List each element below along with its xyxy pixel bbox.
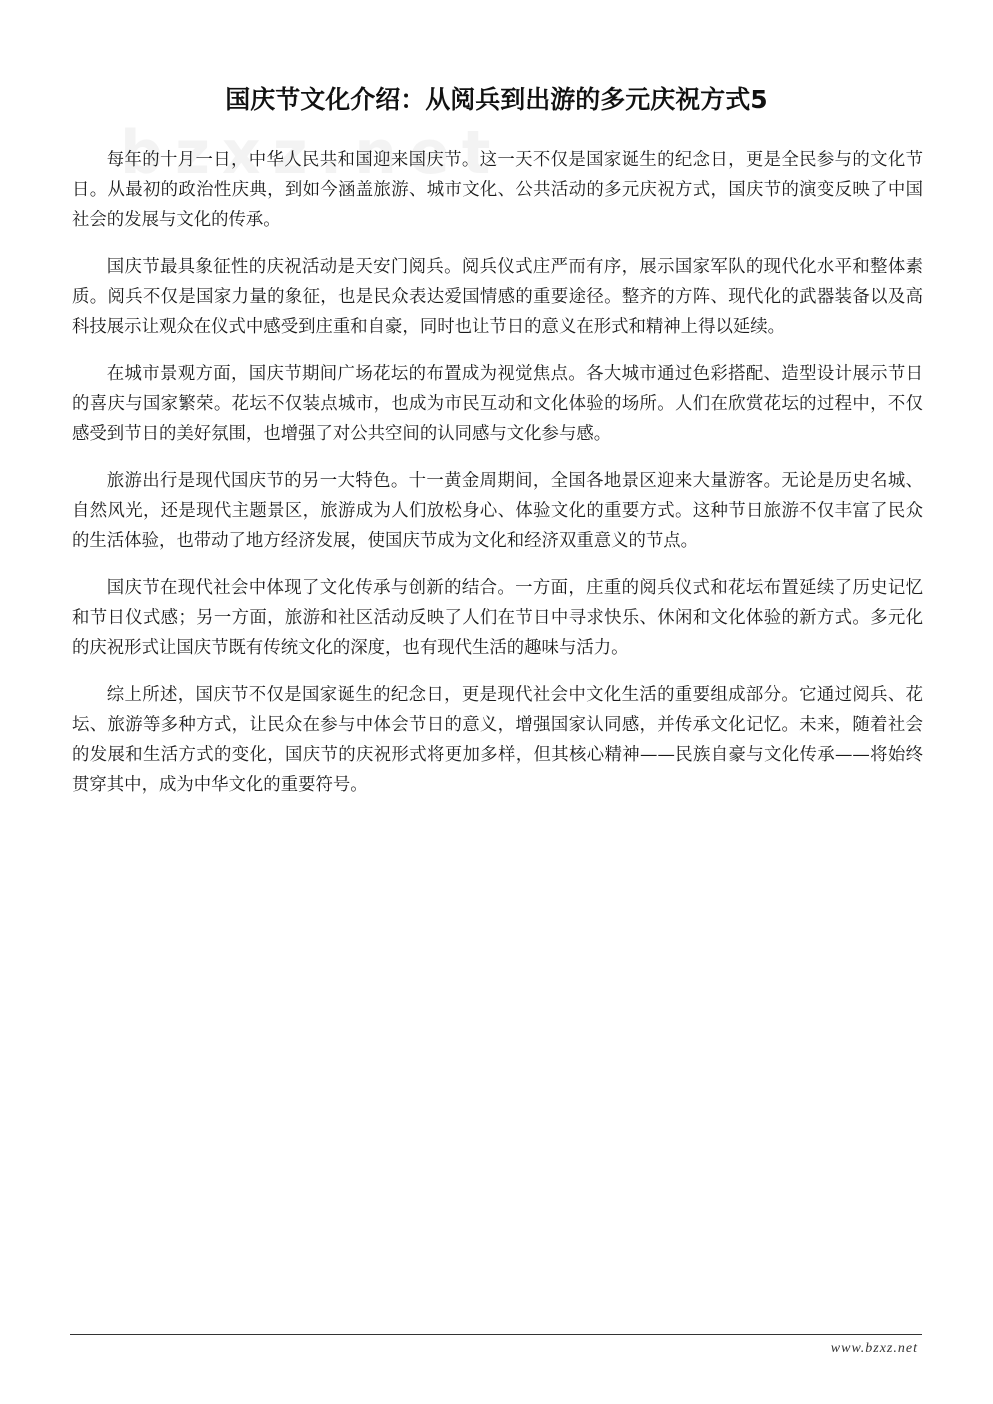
paragraph-intro: 每年的十月一日，中华人民共和国迎来国庆节。这一天不仅是国家诞生的纪念日，更是全民参与的文化节日。从最初的政治性庆典，到如今涵盖旅游、城市文化、公共活动的多元庆祝方式，国庆节的演变反映了中国社会的发展与文化的传承。 — [72, 150, 923, 230]
paragraph-tourism: 旅游出行是现代国庆节的另一大特色。十一黄金周期间，全国各地景区迎来大量游客。无论是历史名城、自然风光，还是现代主题景区，旅游成为人们放松身心、体验文化的重要方式。这种节日旅游不仅丰富了民众的生活体验，也带动了地方经济发展，使国庆节成为文化和经济双重意义的节点。 — [72, 471, 923, 551]
paragraph-flower-beds: 在城市景观方面，国庆节期间广场花坛的布置成为视觉焦点。各大城市通过色彩搭配、造型设计展示节日的喜庆与国家繁荣。花坛不仅装点城市，也成为市民互动和文化体验的场所。人们在欣赏花坛的过程中，不仅感受到节日的美好氛围，也增强了对公共空间的认同感与文化参与感。 — [72, 364, 923, 444]
footer-url: www.bzxz.net — [830, 1341, 918, 1356]
document-body — [72, 145, 923, 817]
paragraph-tradition-innovation: 国庆节在现代社会中体现了文化传承与创新的结合。一方面，庄重的阅兵仪式和花坛布置延续了历史记忆和节日仪式感；另一方面，旅游和社区活动反映了人们在节日中寻求快乐、休闲和文化体验的新方式。多元化的庆祝形式让国庆节既有传统文化的深度，也有现代生活的趣味与活力。 — [72, 578, 923, 658]
paragraph-parade: 国庆节最具象征性的庆祝活动是天安门阅兵。阅兵仪式庄严而有序，展示国家军队的现代化水平和整体素质。阅兵不仅是国家力量的象征，也是民众表达爱国情感的重要途径。整齐的方阵、现代化的武器装备以及高科技展示让观众在仪式中感受到庄重和自豪，同时也让节日的意义在形式和精神上得以延续。 — [72, 257, 923, 337]
footer-divider — [70, 1334, 922, 1335]
page-title: 国庆节文化介绍：从阅兵到出游的多元庆祝方式5 — [225, 85, 768, 114]
paragraph-conclusion: 综上所述，国庆节不仅是国家诞生的纪念日，更是现代社会中文化生活的重要组成部分。它通过阅兵、花坛、旅游等多种方式，让民众在参与中体会节日的意义，增强国家认同感，并传承文化记忆。未来，随着社会的发展和生活方式的变化，国庆节的庆祝形式将更加多样，但其核心精神——民族自豪与文化传承——将始终贯穿其中，成为中华文化的重要符号。 — [72, 685, 923, 795]
